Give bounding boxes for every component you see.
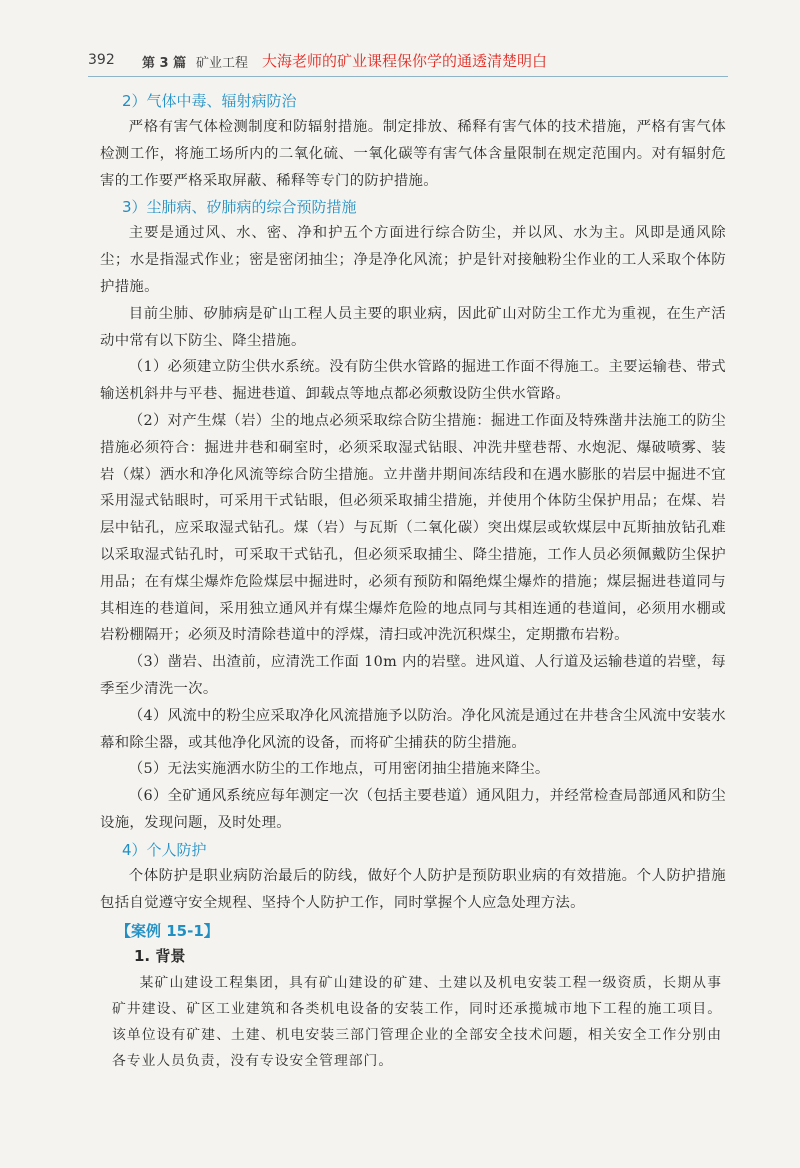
- section-heading-gas: 2）气体中毒、辐射病防治: [122, 92, 297, 110]
- running-header: [88, 50, 728, 76]
- paragraph: 目前尘肺、矽肺病是矿山工程人员主要的职业病，因此矿山对防尘工作尤为重视，在生产活动中常有以下防尘、降尘措施。: [100, 305, 726, 349]
- list-item-2: （2）对产生煤（岩）尘的地点必须采取综合防尘措施：掘进工作面及特殊凿井法施工的防尘措施必须符合：掘进井巷和硐室时，必须采取湿式钻眼、冲洗井壁巷帮、水炮泥、爆破喷雾、装岩（煤）洒水和净化风流等综合防尘措施。立井凿井期间冻结段和在遇水膨胀的岩层中掘进不宜采用湿式钻眼时，可采用干式钻眼，但必须采取捕尘措施，并使用个体防尘保护用品；在煤、岩层中钻孔，应采取湿式钻孔。煤（岩）与瓦斯（二氧化碳）突出煤层或软煤层中瓦斯抽放钻孔难以采取湿式钻孔时，可采取干式钻孔，但必须采取捕尘、降尘措施，工作人员必须佩戴防尘保护用品；在有煤尘爆炸危险煤层中掘进时，必须有预防和隔绝煤尘爆炸的措施；煤层掘进巷道同与其相连的巷道间，采用独立通风并有煤尘爆炸危险的地点同与其相连通的巷道间，必须用水棚或岩粉棚隔开；必须及时清除巷道中的浮煤，清扫或冲洗沉积煤尘，定期撒布岩粉。: [100, 412, 726, 644]
- case-study: [112, 918, 722, 1074]
- list-item-4: （4）风流中的粉尘应采取净化风流措施予以防治。净化风流是通过在井巷含尘风流中安装水幕和除尘器，或其他净化风流的设备，而将矿尘捕获的防尘措施。: [100, 707, 726, 751]
- paragraph: 严格有害气体检测制度和防辐射措施。制定排放、稀释有害气体的技术措施，严格有害气体检测工作，将施工场所内的二氧化硫、一氧化碳等有害气体含量限制在规定范围内。对有辐射危害的工作要严格采取屏蔽、稀释等专门的防护措施。: [100, 119, 726, 189]
- paragraph: 主要是通过风、水、密、净和护五个方面进行综合防尘，并以风、水为主。风即是通风除尘；水是指湿式作业；密是密闭抽尘；净是净化风流；护是针对接触粉尘作业的工人采取个体防护措施。: [100, 225, 726, 295]
- list-item-3: （3）凿岩、出渣前，应清洗工作面 10m 内的岩壁。进风道、人行道及运输巷道的岩壁，每季至少清洗一次。: [100, 654, 726, 697]
- header-rule: [88, 76, 728, 77]
- list-item-1: （1）必须建立防尘供水系统。没有防尘供水管路的掘进工作面不得施工。主要运输巷、带式输送机斜井与平巷、掘进巷道、卸载点等地点都必须敷设防尘供水管路。: [100, 359, 726, 403]
- case-subheading: 1. 背景: [134, 947, 186, 965]
- page-number: 392: [88, 52, 115, 68]
- watermark-text: 大海老师的矿业课程保你学的通透清楚明白: [262, 52, 548, 70]
- list-item-5: （5）无法实施洒水防尘的工作地点，可用密闭抽尘措施来降尘。: [128, 761, 550, 778]
- paragraph: 个体防护是职业病防治最后的防线，做好个人防护是预防职业病的有效措施。个人防护措施包括自觉遵守安全规程、坚持个人防护工作，同时掌握个人应急处理方法。: [100, 867, 726, 911]
- case-title: 【案例 15-1】: [116, 922, 219, 940]
- part-label: 第 3 篇: [142, 56, 187, 71]
- list-item-6: （6）全矿通风系统应每年测定一次（包括主要巷道）通风阻力，并经常检查局部通风和防尘设施，发现问题，及时处理。: [100, 788, 726, 831]
- section-heading-personal: 4）个人防护: [122, 840, 207, 859]
- main-content: [100, 88, 726, 916]
- case-paragraph: 某矿山建设工程集团，具有矿山建设的矿建、土建以及机电安装工程一级资质，长期从事矿井建设、矿区工业建筑和各类机电设备的安装工作，同时还承揽城市地下工程的施工项目。该单位设有矿建、土建、机电安装三部门管理企业的全部安全技术问题，相关安全工作分别由各专业人员负责，没有专设安全管理部门。: [112, 975, 722, 1069]
- chapter-label: 矿业工程: [196, 56, 249, 71]
- section-heading-dust: 3）尘肺病、矽肺病的综合预防措施: [122, 198, 357, 217]
